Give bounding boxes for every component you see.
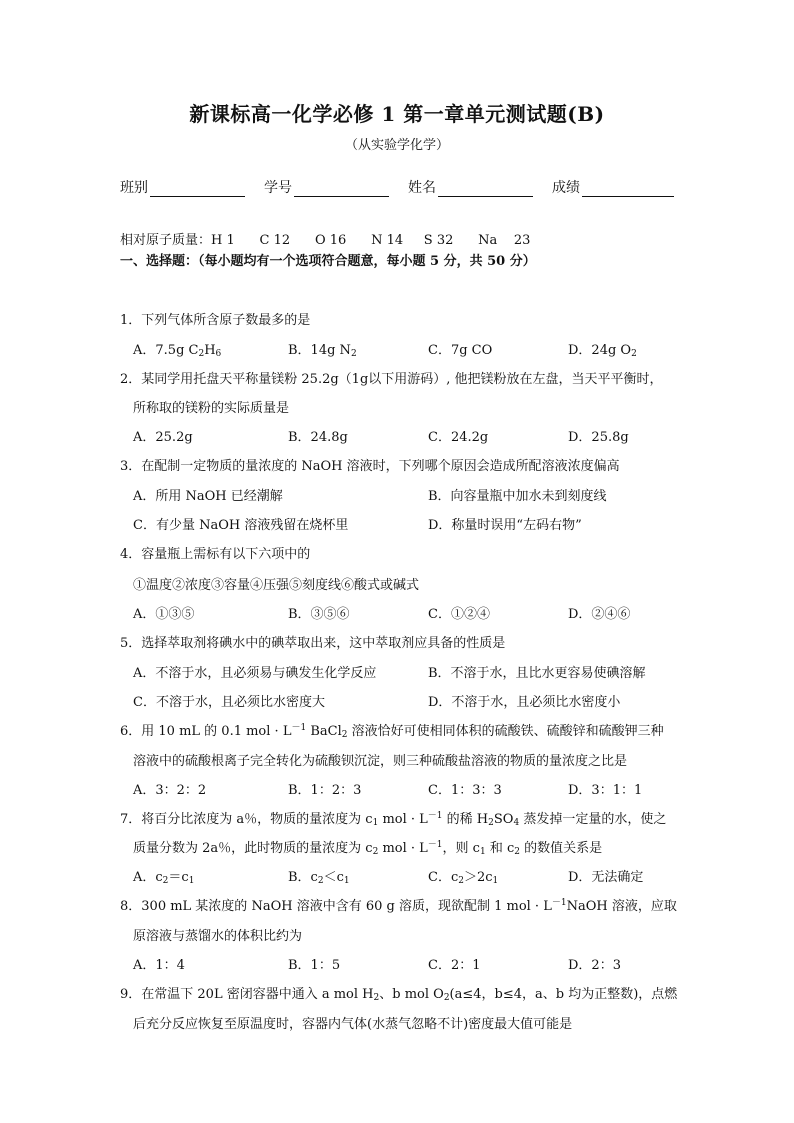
answer-option[interactable]: D．无法确定 xyxy=(568,870,644,885)
question-stem-continued: 后充分反应恢复至原温度时，容器内气体(水蒸气忽略不计)密度最大值可能是 xyxy=(133,1017,573,1032)
question-stem: 3．在配制一定物质的量浓度的 NaOH 溶液时，下列哪个原因会造成所配溶液浓度偏高 xyxy=(120,459,620,474)
question-stem-continued: ①温度②浓度③容量④压强⑤刻度线⑥酸式或碱式 xyxy=(133,578,420,593)
question-stem-continued: 质量分数为 2a％，此时物质的量浓度为 $c_2$ mol · $L^{-1}$，则 $c_1$ 和 $c_2$ 的数值关系是 xyxy=(133,840,603,857)
answer-option[interactable]: D．25.8g xyxy=(568,430,629,445)
answer-option[interactable]: C．不溶于水，且必须比水密度大 xyxy=(133,695,325,710)
question-stem: 5．选择萃取剂将碘水中的碘萃取出来，这中萃取剂应具备的性质是 xyxy=(120,636,506,651)
answer-option[interactable]: B．③⑤⑥ xyxy=(288,607,350,622)
section-heading: 一、选择题：（每小题均有一个选项符合题意，每小题 5 分，共 50 分） xyxy=(120,254,536,269)
question-stem: 9．在常温下 20L 密闭容器中通入 a mol $H_2$、b mol $O_2(a\le 4$，b≤4，a、b 均为正整数)，点燃 xyxy=(120,987,678,1003)
answer-option[interactable]: D．称量时误用“左码右物” xyxy=(428,518,582,533)
answer-option[interactable]: B．$c_2<c_1$ xyxy=(288,870,350,886)
question-stem: 7．将百分比浓度为 a％，物质的量浓度为 $c_1$ mol · $L^{-1}$ 的稀 $H_2SO_4$ 蒸发掉一定量的水，使之 xyxy=(120,811,667,828)
name-label: 姓名 xyxy=(408,180,436,196)
page-title: 新课标高一化学必修 1 第一章单元测试题(B) xyxy=(189,102,605,126)
answer-option[interactable]: A．3：2：2 xyxy=(133,783,207,798)
answer-option[interactable]: A．①③⑤ xyxy=(133,607,195,622)
answer-option[interactable]: A．1：4 xyxy=(133,958,185,973)
answer-option[interactable]: D．2：3 xyxy=(568,958,621,973)
answer-option[interactable]: C．2：1 xyxy=(428,958,481,973)
answer-option[interactable]: A．25.2g xyxy=(133,430,193,445)
score-blank[interactable] xyxy=(582,182,674,197)
class-field[interactable] xyxy=(120,177,245,197)
answer-option[interactable]: C．$c_2>2c_1$ xyxy=(428,870,499,886)
answer-option[interactable]: A．所用 NaOH 已经潮解 xyxy=(133,489,283,504)
answer-option[interactable]: C．有少量 NaOH 溶液残留在烧杯里 xyxy=(133,518,349,533)
answer-option[interactable]: D．不溶于水，且必须比水密度小 xyxy=(428,695,621,710)
answer-option[interactable]: B．1：2：3 xyxy=(288,783,362,798)
name-blank[interactable] xyxy=(438,182,533,197)
question-stem: 1．下列气体所含原子数最多的是 xyxy=(120,313,311,328)
answer-option[interactable]: A．7.5g $C_2H_6$ xyxy=(133,343,222,359)
answer-option[interactable]: A．不溶于水，且必须易与碘发生化学反应 xyxy=(133,666,377,681)
answer-option[interactable]: D．②④⑥ xyxy=(568,607,631,622)
answer-option[interactable]: D．24g $O_2$ xyxy=(568,343,637,359)
question-stem: 6．用 10 mL 的 0.1 mol · $L^{-1}$ BaCl$_2$ 溶液恰好可使相同体积的硫酸铁、硫酸锌和硫酸钾三种 xyxy=(120,723,664,740)
score-label: 成绩 xyxy=(552,180,580,196)
page-subtitle: （从实验学化学） xyxy=(344,138,449,153)
student-info-row xyxy=(120,177,676,197)
answer-option[interactable]: B．1：5 xyxy=(288,958,341,973)
id-field[interactable] xyxy=(264,177,389,197)
answer-option[interactable]: C．24.2g xyxy=(428,430,489,445)
score-field[interactable] xyxy=(552,177,674,197)
name-field[interactable] xyxy=(408,177,533,197)
answer-option[interactable]: B．24.8g xyxy=(288,430,348,445)
answer-option[interactable]: B．不溶于水，且比水更容易使碘溶解 xyxy=(428,666,646,681)
answer-option[interactable]: D．3：1：1 xyxy=(568,783,643,798)
class-label: 班别 xyxy=(120,180,148,196)
question-stem: 4．容量瓶上需标有以下六项中的 xyxy=(120,547,311,562)
answer-option[interactable]: C．1：3：3 xyxy=(428,783,502,798)
answer-option[interactable]: B．14g $N_2$ xyxy=(288,343,357,359)
answer-option[interactable]: B．向容量瓶中加水未到刻度线 xyxy=(428,489,607,504)
atomic-masses: 相对原子质量：H 1 C 12 O 16 N 14 S 32 Na 23 xyxy=(120,233,531,248)
answer-option[interactable]: A．$c_2=c_1$ xyxy=(133,870,195,886)
id-label: 学号 xyxy=(264,180,292,196)
answer-option[interactable]: C．7g CO xyxy=(428,343,493,358)
question-stem: 8．300 mL 某浓度的 NaOH 溶液中含有 60 g 溶质，现欲配制 1 mol · $L^{-1}NaOH$ 溶液，应取 xyxy=(120,898,677,914)
class-blank[interactable] xyxy=(150,182,245,197)
question-stem-continued: 溶液中的硫酸根离子完全转化为硫酸钡沉淀，则三种硫酸盐溶液的物质的量浓度之比是 xyxy=(133,754,628,769)
question-stem: 2．某同学用托盘天平称量镁粉 25.2g（1g以下用游码）, 他把镁粉放在左盘，当天平平衡时， xyxy=(120,372,663,387)
question-stem-continued: 所称取的镁粉的实际质量是 xyxy=(133,401,290,416)
answer-option[interactable]: C．①②④ xyxy=(428,607,490,622)
id-blank[interactable] xyxy=(294,182,389,197)
question-stem-continued: 原溶液与蒸馏水的体积比约为 xyxy=(133,929,303,944)
